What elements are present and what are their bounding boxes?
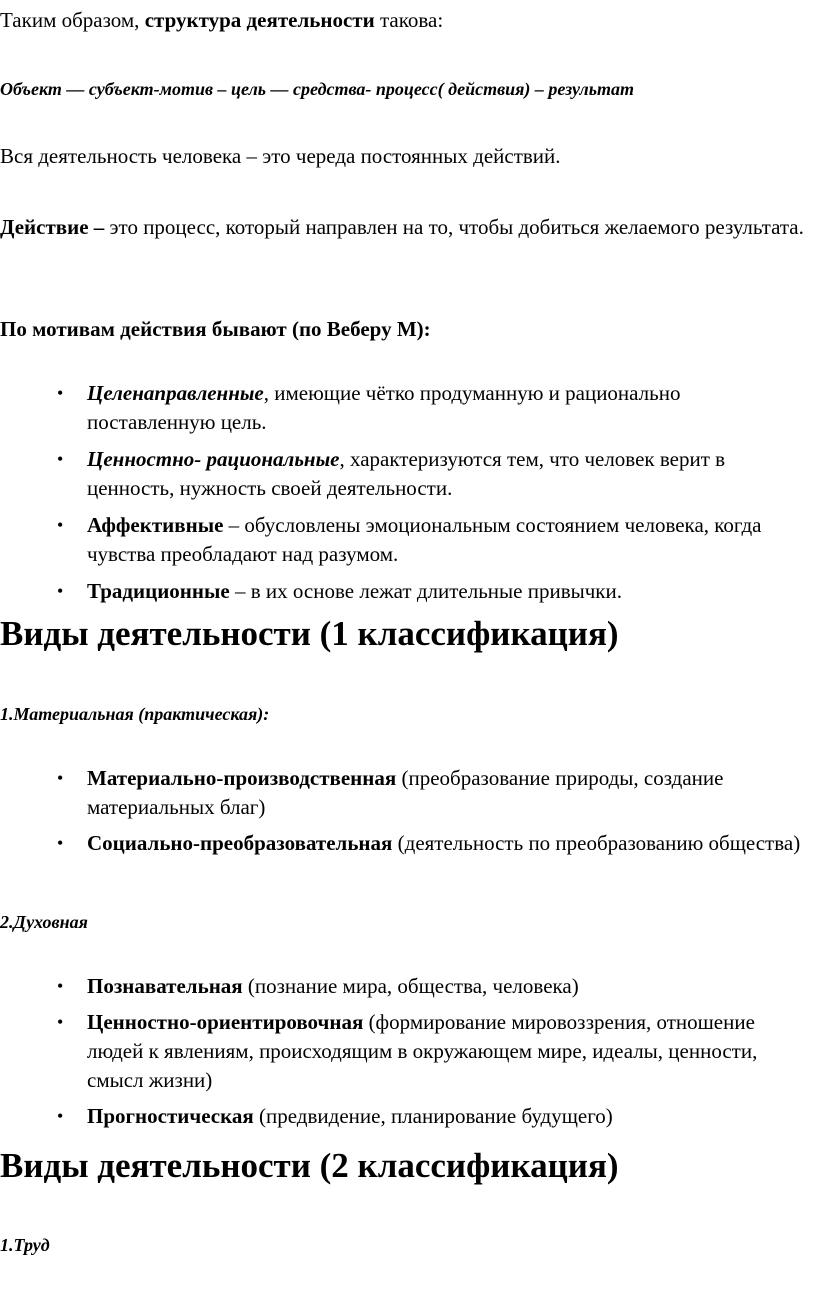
list-item: • Материально-производственная (преобразование природы, создание материальных благ) <box>0 764 816 822</box>
action-definition <box>0 213 816 242</box>
action-text: это процесс, который направлен на то, чтобы добиться желаемого результата. <box>104 215 804 239</box>
list-item: • Ценностно-ориентировочная (формирование мировоззрения, отношение людей к явлениям, происходящим в окружающем мире, идеалы, ценности, смысл жизни) <box>0 1008 816 1095</box>
spiritual-heading: 2.Духовная <box>0 912 88 932</box>
list-item: • Познавательная (познание мира, общества, человека) <box>0 972 816 1001</box>
heading-classification-2: Виды деятельности (2 классификация) <box>0 1146 619 1185</box>
list-item: • Ценностно- рациональные, характеризуются тем, что человек верит в ценность, нужность своей деятельности. <box>0 445 816 503</box>
activity-line: Вся деятельность человека – это череда постоянных действий. <box>0 144 561 168</box>
structure-formula: Объект — субъект-мотив – цель — средства- процесс( действия) – результат <box>0 79 635 99</box>
heading-classification-1: Виды деятельности (1 классификация) <box>0 614 619 653</box>
action-term: Действие – <box>0 215 105 239</box>
intro-paragraph <box>0 6 816 35</box>
material-heading: 1.Материальная (практическая): <box>0 704 270 724</box>
list-item: • Прогностическая (предвидение, планирование будущего) <box>0 1102 816 1131</box>
list-item: • Целенаправленные, имеющие чётко продуманную и рационально поставленную цель. <box>0 379 816 437</box>
list-item: • Традиционные – в их основе лежат длительные привычки. <box>0 577 816 606</box>
intro-prefix: Таким образом, <box>0 8 145 32</box>
motives-heading: По мотивам действия бывают (по Веберу М): <box>0 317 431 341</box>
motives-list <box>0 379 816 606</box>
intro-bold: структура деятельности <box>144 8 375 32</box>
spiritual-list <box>0 972 816 1131</box>
intro-suffix: такова: <box>374 8 444 32</box>
list-item: • Социально-преобразовательная (деятельность по преобразованию общества) <box>0 829 816 858</box>
labor-heading: 1.Труд <box>0 1235 50 1255</box>
material-list <box>0 764 816 858</box>
list-item: • Аффективные – обусловлены эмоциональным состоянием человека, когда чувства преобладают над разумом. <box>0 511 816 569</box>
